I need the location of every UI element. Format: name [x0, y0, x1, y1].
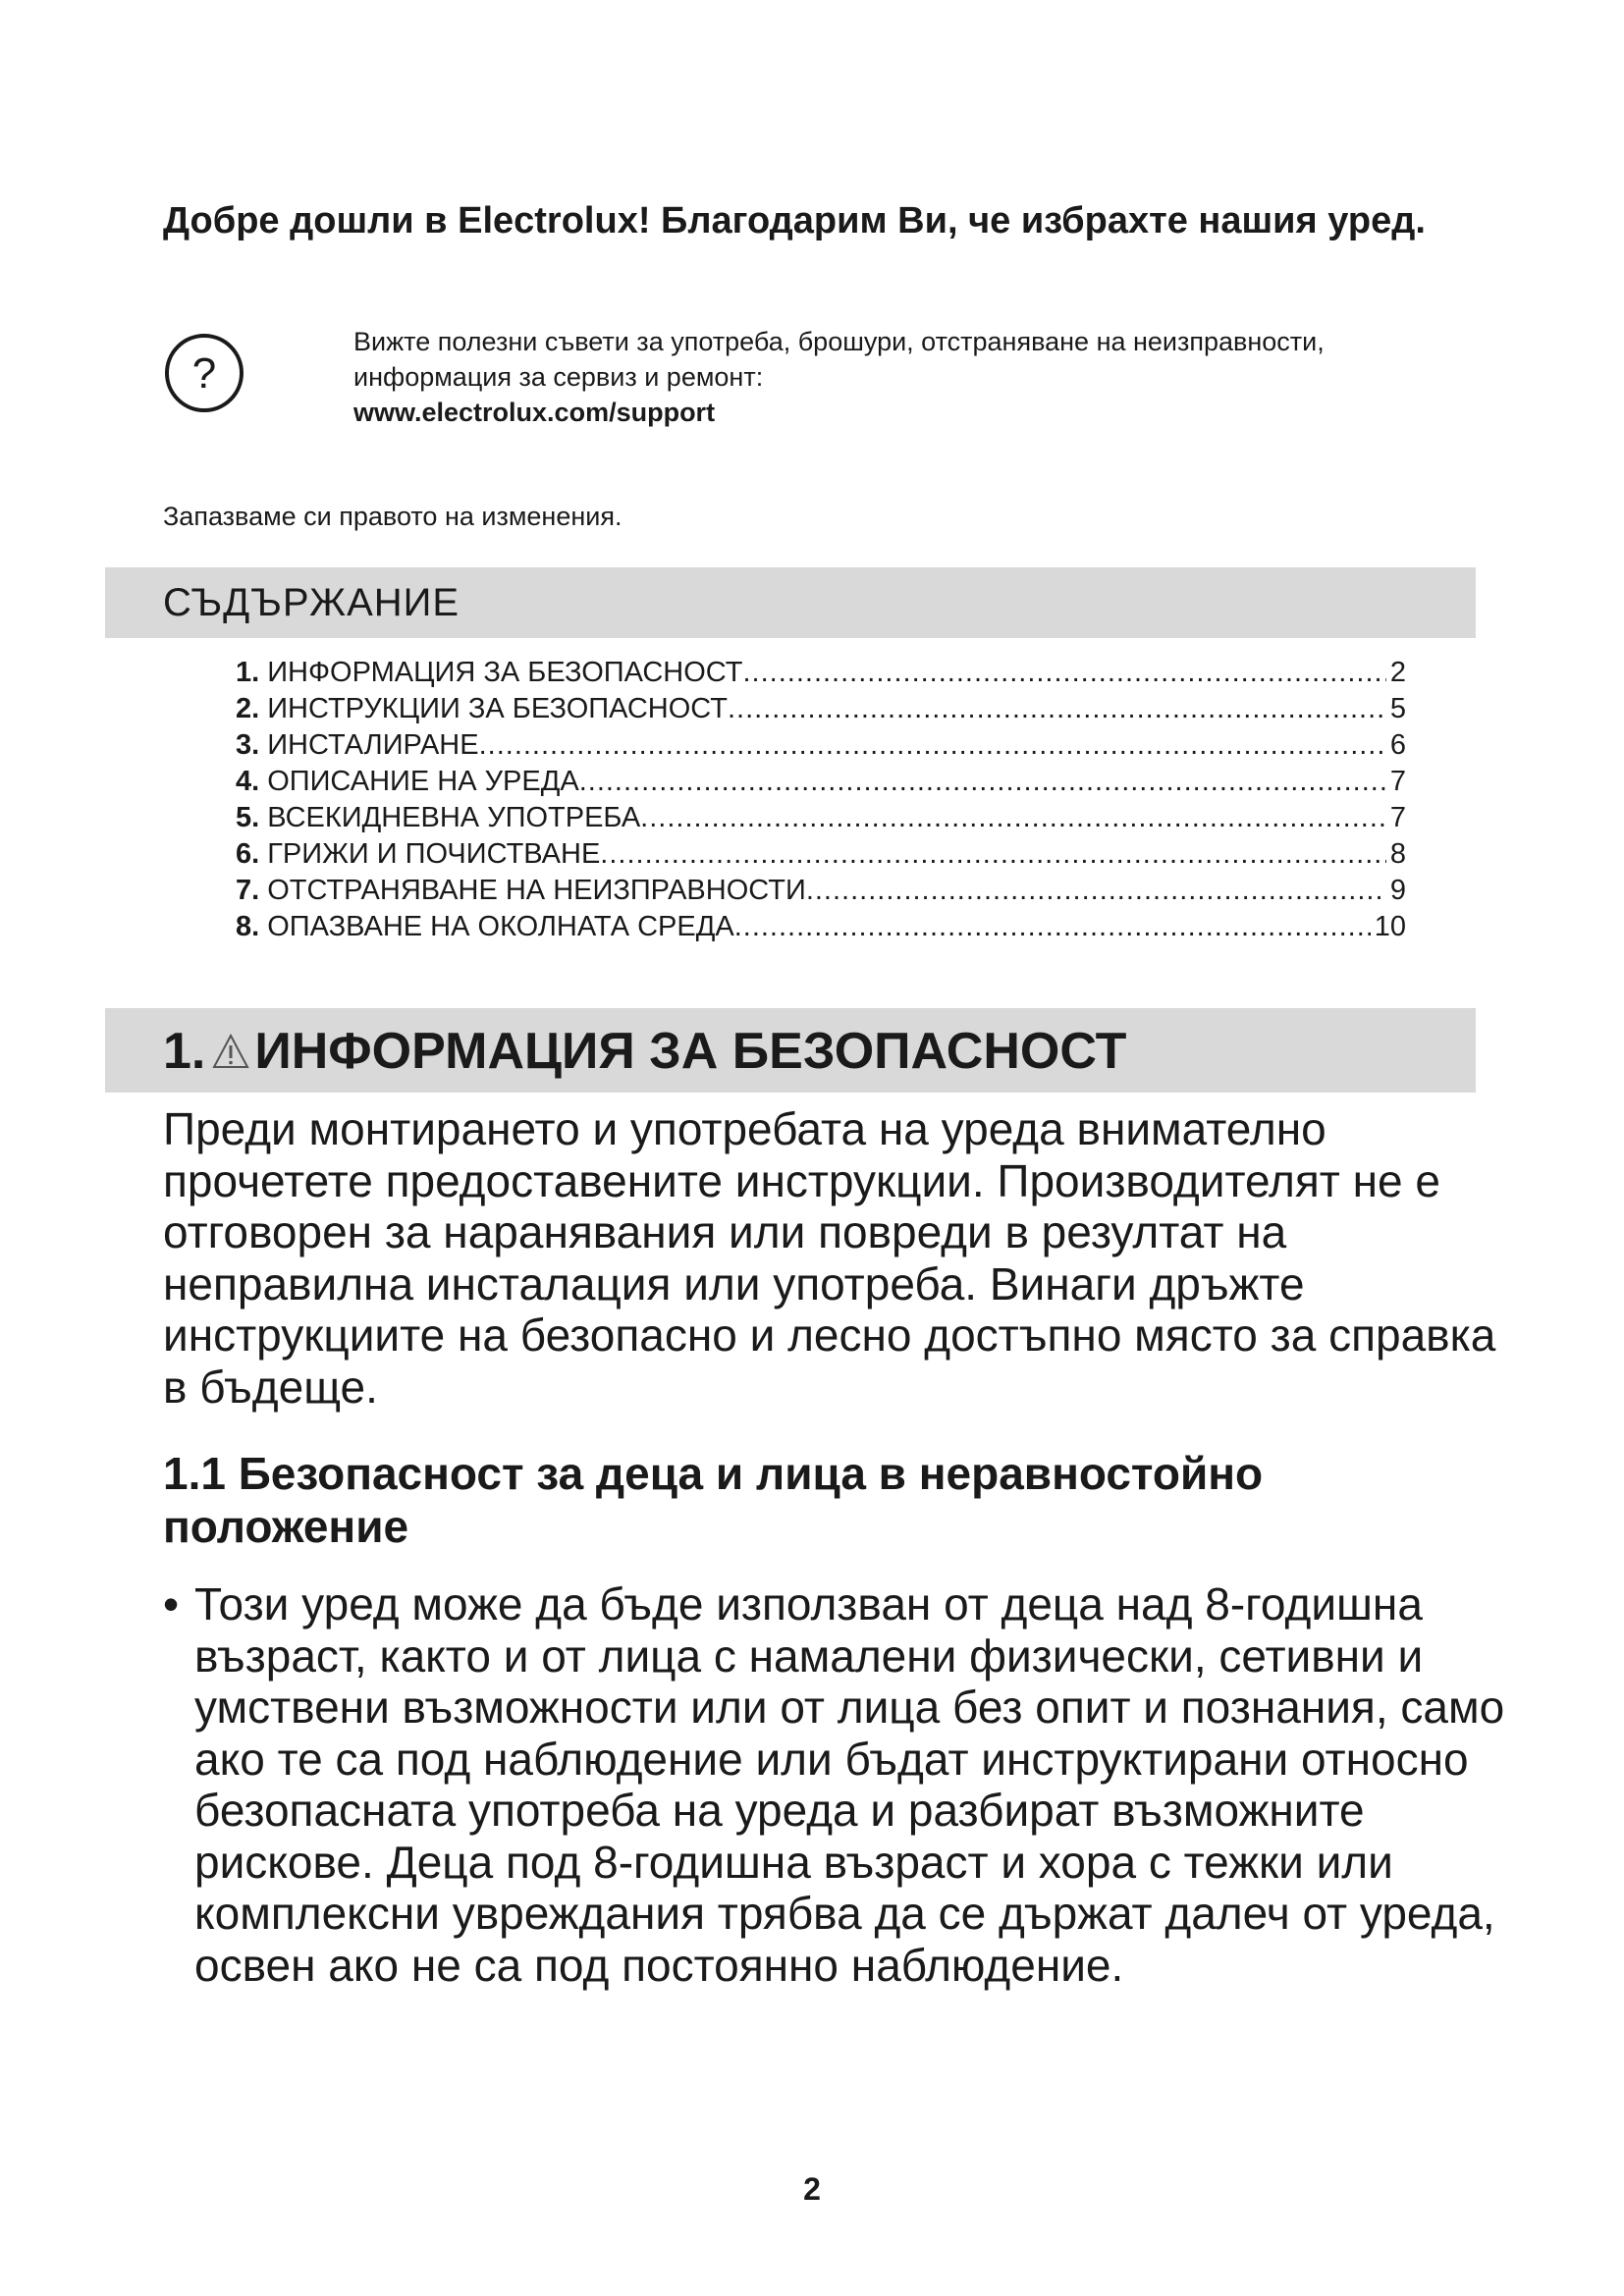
toc-item-page: 10 [1374, 911, 1406, 942]
toc-item-label: ИНСТРУКЦИИ ЗА БЕЗОПАСНОСТ [267, 693, 728, 724]
toc-item-label: ГРИЖИ И ПОЧИСТВАНЕ [267, 838, 601, 870]
toc-item-page: 2 [1389, 657, 1406, 688]
intro-paragraph: Преди монтирането и употребата на уреда внимателно прочетете предоставените инструкции. Производителят не е отговорен за наранявания или повреди в резултат на неправилна инсталация или употреба. Винаги дръжте инструкциите на безопасно и лесно достъпно място за справка в бъдеще. [163, 1103, 1496, 1413]
toc-leader [734, 909, 1371, 945]
toc-item-number: 3. [236, 729, 260, 761]
toc-leader [640, 800, 1386, 836]
bullet-text: Този уред може да бъде използван от деца над 8-годишна възраст, както и от лица с намалени физически, сетивни и умствени възможности или от лица без опит и познания, само ако те са под наблюдение или бъдат инструктирани относно безопасната употреба на уреда и разбират възможните рискове. Деца под 8-годишна възраст и хора с тежки или комплексни увреждания трябва да се държат далеч от уреда, освен ако не са под постоянно наблюдение. [194, 1578, 1505, 1991]
table-of-contents [236, 655, 1406, 945]
toc-item-number: 1. [236, 657, 260, 688]
toc-item-page: 9 [1389, 875, 1406, 906]
subsection-title: 1.1 Безопасност за деца и лица в неравностойно положение [163, 1448, 1264, 1552]
toc-item-label: ОПАЗВАНЕ НА ОКОЛНАТА СРЕДА [267, 911, 734, 942]
toc-item-page: 7 [1389, 766, 1406, 797]
toc-item[interactable] [236, 727, 1406, 764]
toc-item-label: ОТСТРАНЯВАНЕ НА НЕИЗПРАВНОСТИ [267, 875, 806, 906]
toc-item-number: 2. [236, 693, 260, 724]
toc-item-page: 5 [1389, 693, 1406, 724]
toc-item[interactable] [236, 764, 1406, 800]
toc-item[interactable] [236, 691, 1406, 727]
section-title-text: ИНФОРМАЦИЯ ЗА БЕЗОПАСНОСТ [254, 1023, 1127, 1080]
toc-item-label: ВСЕКИДНЕВНА УПОТРЕБА [267, 802, 641, 833]
toc-leader [728, 691, 1386, 727]
warning-triangle-icon [211, 1033, 250, 1070]
toc-item-page: 8 [1389, 838, 1406, 870]
question-circle-icon [163, 332, 245, 414]
toc-item[interactable] [236, 836, 1406, 873]
toc-item-number: 5. [236, 802, 260, 833]
support-link[interactable]: www.electrolux.com/support [353, 398, 716, 427]
rights-notice: Запазваме си правото на изменения. [163, 502, 623, 531]
toc-item[interactable] [236, 909, 1406, 945]
welcome-heading: Добре дошли в Electrolux! Благодарим Ви, че избрахте нашия уред. [163, 200, 1426, 241]
bullet-mark: • [163, 1578, 180, 1629]
toc-item-page: 7 [1389, 802, 1406, 833]
toc-item-number: 4. [236, 766, 260, 797]
section-number: 1. [163, 1023, 206, 1080]
page-number: 2 [803, 2171, 821, 2207]
toc-item[interactable] [236, 655, 1406, 691]
toc-title: СЪДЪРЖАНИЕ [163, 581, 460, 624]
toc-item-page: 6 [1389, 729, 1406, 761]
toc-item-number: 8. [236, 911, 260, 942]
help-text: Вижте полезни съвети за употреба, брошури, отстраняване на неизправности, информация за сервиз и ремонт: [353, 327, 1325, 392]
svg-text:?: ? [191, 349, 217, 398]
toc-item-label: ОПИСАНИЕ НА УРЕДА [267, 766, 579, 797]
toc-leader [742, 655, 1385, 691]
section-title [163, 1021, 1126, 1082]
toc-item[interactable] [236, 800, 1406, 836]
toc-leader [479, 727, 1386, 764]
toc-item-label: ИНФОРМАЦИЯ ЗА БЕЗОПАСНОСТ [267, 657, 743, 688]
toc-item-number: 7. [236, 875, 260, 906]
bullet-item [163, 1578, 1518, 1991]
toc-item-number: 6. [236, 838, 260, 870]
toc-leader [806, 873, 1386, 909]
toc-leader [579, 764, 1386, 800]
toc-leader [600, 836, 1386, 873]
toc-item[interactable] [236, 873, 1406, 909]
toc-item-label: ИНСТАЛИРАНЕ [267, 729, 479, 761]
help-info [353, 324, 1483, 430]
